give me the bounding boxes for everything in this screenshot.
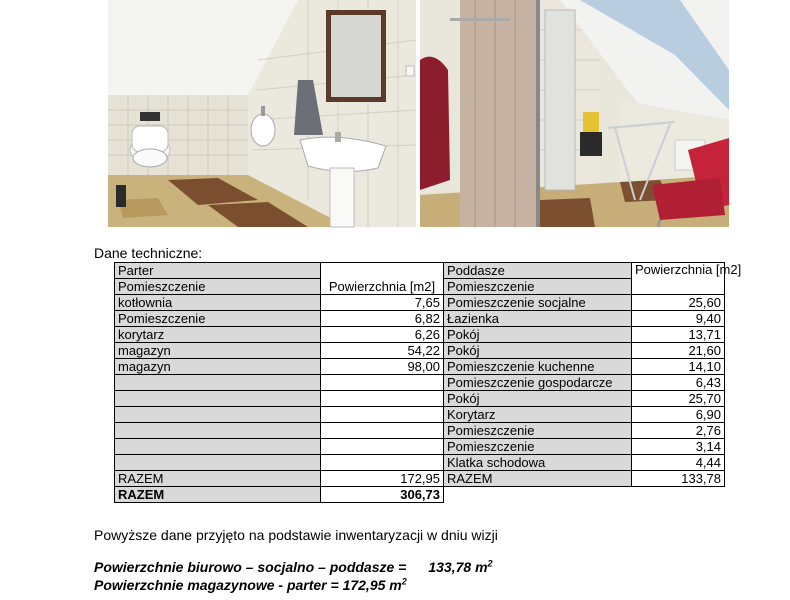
table-row (115, 439, 725, 455)
table-row (115, 311, 725, 327)
parter-area (321, 423, 444, 439)
table-row (115, 295, 725, 311)
parter-room (115, 455, 321, 471)
grand-total-label: RAZEM (115, 487, 321, 503)
parter-room (115, 407, 321, 423)
table-row (115, 375, 725, 391)
table-row (115, 343, 725, 359)
poddasze-room: Łazienka (444, 311, 632, 327)
poddasze-room: Pomieszczenie gospodarcze (444, 375, 632, 391)
parter-area (321, 455, 444, 471)
poddasze-area: 13,71 (632, 327, 725, 343)
poddasze-area-header: Powierzchnia [m2] (632, 263, 725, 295)
section-heading: Dane techniczne: (94, 245, 203, 261)
poddasze-room: Pomieszczenie (444, 423, 632, 439)
parter-area (321, 375, 444, 391)
empty-cell (632, 487, 725, 503)
parter-area (321, 407, 444, 423)
table-row (115, 407, 725, 423)
parter-room-header: Pomieszczenie (115, 279, 321, 295)
parter-room (115, 439, 321, 455)
poddasze-area: 9,40 (632, 311, 725, 327)
poddasze-room: Pomieszczenie (444, 439, 632, 455)
poddasze-area: 25,60 (632, 295, 725, 311)
poddasze-total-label: RAZEM (444, 471, 632, 487)
table-row (115, 327, 725, 343)
poddasze-area: 25,70 (632, 391, 725, 407)
parter-room: Pomieszczenie (115, 311, 321, 327)
poddasze-room: Pokój (444, 343, 632, 359)
parter-room: magazyn (115, 359, 321, 375)
summary-office-area (94, 559, 493, 575)
poddasze-title: Poddasze (444, 263, 632, 279)
table-header-row-1 (115, 263, 725, 279)
poddasze-area: 2,76 (632, 423, 725, 439)
parter-room: magazyn (115, 343, 321, 359)
poddasze-area: 6,43 (632, 375, 725, 391)
parter-title: Parter (115, 263, 321, 279)
parter-total-label: RAZEM (115, 471, 321, 487)
summary-warehouse-label: Powierzchnie magazynowe - parter = 172,95 m (94, 577, 402, 593)
table-row (115, 359, 725, 375)
poddasze-room: Pomieszczenie kuchenne (444, 359, 632, 375)
parter-area: 6,82 (321, 311, 444, 327)
grand-total: 306,73 (321, 487, 444, 503)
area-table (114, 262, 742, 503)
grand-total-row (115, 487, 725, 503)
summary-office-value (428, 559, 492, 575)
poddasze-area: 21,60 (632, 343, 725, 359)
table-row (115, 455, 725, 471)
parter-room: kotłownia (115, 295, 321, 311)
poddasze-area: 6,90 (632, 407, 725, 423)
poddasze-area: 14,10 (632, 359, 725, 375)
totals-row (115, 471, 725, 487)
summary-warehouse-area (94, 577, 407, 593)
inventory-note: Powyższe dane przyjęto na podstawie inwentaryzacji w dniu wizji (94, 527, 498, 543)
empty-cell (444, 487, 632, 503)
poddasze-room: Pokój (444, 327, 632, 343)
summary-office-number: 133,78 m (428, 559, 488, 575)
poddasze-room: Klatka schodowa (444, 455, 632, 471)
parter-area: 54,22 (321, 343, 444, 359)
poddasze-area: 4,44 (632, 455, 725, 471)
poddasze-room: Korytarz (444, 407, 632, 423)
unit-exponent: 2 (487, 558, 493, 569)
parter-room (115, 391, 321, 407)
table-row (115, 391, 725, 407)
parter-area: 98,00 (321, 359, 444, 375)
unit-exponent: 2 (401, 576, 407, 587)
parter-room: korytarz (115, 327, 321, 343)
parter-area-header: Powierzchnia [m2] (321, 263, 444, 295)
parter-total: 172,95 (321, 471, 444, 487)
parter-area (321, 391, 444, 407)
poddasze-room: Pokój (444, 391, 632, 407)
table-row (115, 423, 725, 439)
parter-room (115, 423, 321, 439)
poddasze-area: 3,14 (632, 439, 725, 455)
summary-office-label: Powierzchnie biurowo – socjalno – poddasze = (94, 559, 407, 575)
parter-area (321, 439, 444, 455)
parter-area: 6,26 (321, 327, 444, 343)
poddasze-total: 133,78 (632, 471, 725, 487)
photo-bathroom-toilet (108, 0, 416, 227)
poddasze-room: Pomieszczenie socjalne (444, 295, 632, 311)
poddasze-room-header: Pomieszczenie (444, 279, 632, 295)
parter-room (115, 375, 321, 391)
photo-bathroom-shower (420, 0, 729, 227)
parter-area: 7,65 (321, 295, 444, 311)
